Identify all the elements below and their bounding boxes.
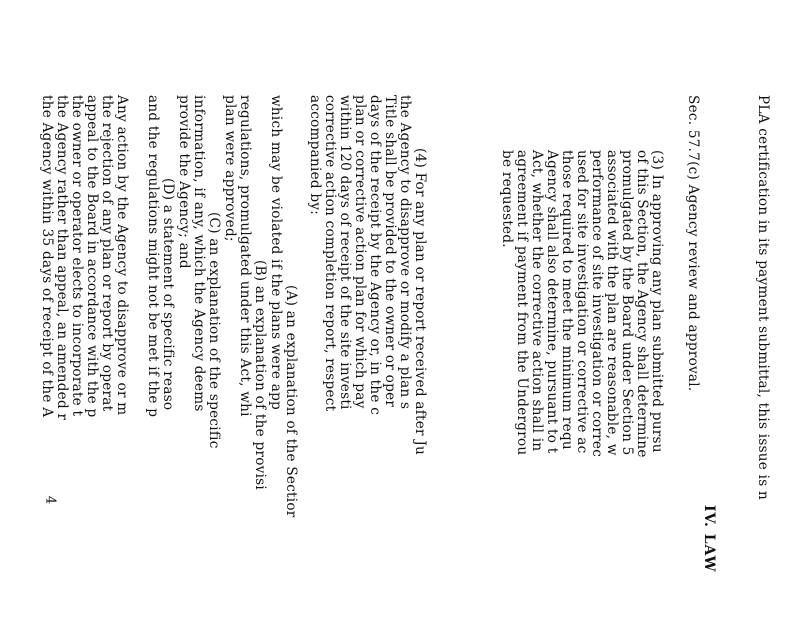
para4-line-2: the Agency to disapprove or modify a plan s (397, 95, 413, 410)
para4-line-7: corrective action completion report, respect (322, 95, 338, 412)
para4-line-6: within 120 days of receipt of the site investi (337, 95, 353, 410)
section-heading: IV. LAW (701, 505, 717, 573)
title-line: PLA certification in its payment submittal, this issue is n (755, 95, 771, 501)
closing-line-1: Any action by the Agency to disapprove or m (114, 95, 130, 416)
closing-line-2: the rejection of any plan or report by operat (99, 95, 115, 412)
para3-line-4: associated with the plan are reasonable, w (604, 150, 620, 456)
item-b-line-3: plan were approved; (222, 95, 238, 242)
item-c-line-2: information, if any, which the Agency deems (191, 95, 207, 412)
para3-line-7: those required to meet the minimum requ (559, 150, 575, 450)
closing-line-5: the Agency rather than appeal, an amended r (54, 95, 70, 421)
item-c-line-3: provide the Agency; and (176, 95, 192, 269)
item-c-line-1: (C) an explanation of the specific (206, 212, 222, 449)
para3-line-2: of this Section, the Agency shall determine (634, 150, 650, 458)
para4-line-5: plan or corrective action plan for which pay (352, 95, 368, 409)
closing-line-6: the Agency within 35 days of receipt of the A (39, 95, 55, 418)
para3-line-5: performance of site investigation or correc (589, 150, 605, 458)
item-d-line-2: and the regulations might not be met if the p (145, 95, 161, 418)
item-d-line-1: (D) a statement of specific reaso (160, 178, 176, 411)
closing-line-3: appeal to the Board in accordance with the p (84, 95, 100, 418)
closing-line-4: the owner or operator elects to incorporate t (69, 95, 85, 417)
para3-line-3: promulgated by the Board under Section 5 (619, 150, 635, 456)
item-b-line-2: regulations, promulgated under this Act, whi (237, 95, 253, 417)
para3-line-10: agreement if payment from the Undergrou (514, 150, 530, 456)
para3-line-1: (3) In approving any plan submitted pursu (649, 150, 665, 453)
para3-line-9: Act, whether the corrective action shall in (529, 150, 545, 452)
para4-line-8: accompanied by: (307, 95, 323, 216)
item-a-line-2: which may be violated if the plans were app (268, 95, 284, 410)
item-a-line-1: (A) an explanation of the Sectior (283, 285, 299, 518)
para3-line-11: be requested. (499, 150, 515, 248)
para4-line-4: days of the receipt by the Agency or, in the c (367, 95, 383, 416)
para4-line-1: (4) For any plan or report received after Ju (412, 148, 428, 456)
para3-line-6: used for site investigation or corrective ac (574, 150, 590, 454)
item-b-line-1: (B) an explanation of the provisi (252, 260, 268, 490)
para3-line-8: Agency shall also determine, pursuant to t (544, 150, 560, 454)
para4-line-3: Title shall be provided to the owner or oper (382, 95, 398, 408)
subheading: Sec. 57.7(c) Agency review and approval. (685, 95, 701, 392)
page-number: 4 (42, 495, 58, 505)
